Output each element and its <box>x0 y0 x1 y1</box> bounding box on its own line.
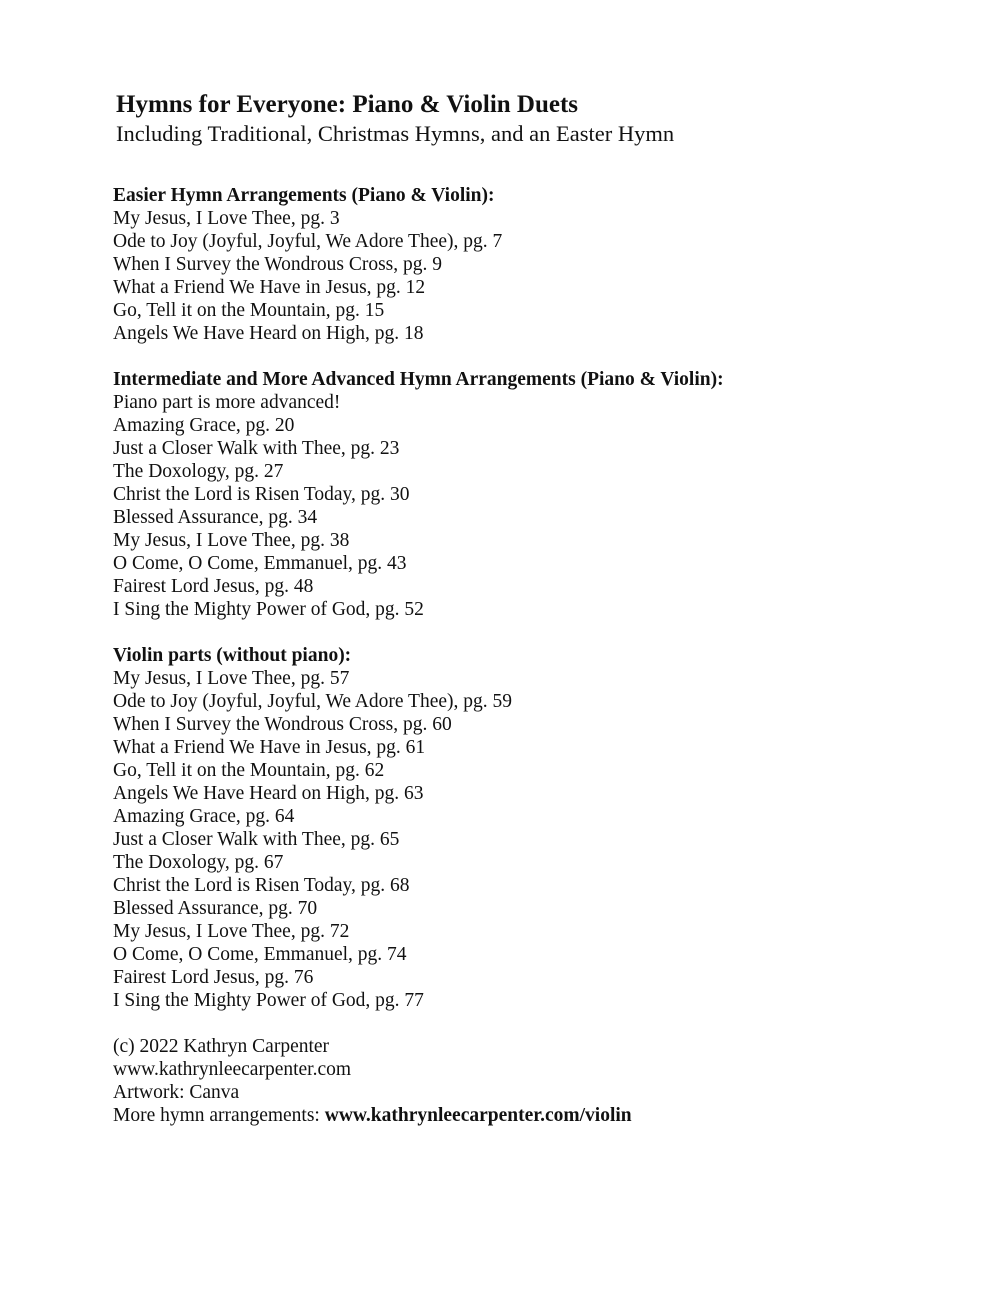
list-item: Ode to Joy (Joyful, Joyful, We Adore Thee), pg. 59 <box>113 691 513 712</box>
list-item: Blessed Assurance, pg. 70 <box>113 898 318 919</box>
list-item: Fairest Lord Jesus, pg. 48 <box>113 576 314 597</box>
list-item: When I Survey the Wondrous Cross, pg. 9 <box>113 254 442 275</box>
website-link[interactable]: www.kathrynleecarpenter.com <box>113 1059 352 1080</box>
list-item: Amazing Grace, pg. 64 <box>113 806 295 827</box>
list-item: I Sing the Mighty Power of God, pg. 52 <box>113 599 424 620</box>
list-item: Angels We Have Heard on High, pg. 63 <box>113 783 424 804</box>
list-item: What a Friend We Have in Jesus, pg. 12 <box>113 277 426 298</box>
list-item: Piano part is more advanced! <box>113 392 341 413</box>
list-item: The Doxology, pg. 67 <box>113 852 284 873</box>
list-item: Go, Tell it on the Mountain, pg. 15 <box>113 300 385 321</box>
list-item: My Jesus, I Love Thee, pg. 3 <box>113 208 340 229</box>
section-heading: Easier Hymn Arrangements (Piano & Violin): <box>113 185 495 206</box>
list-item: O Come, O Come, Emmanuel, pg. 43 <box>113 553 407 574</box>
list-item: What a Friend We Have in Jesus, pg. 61 <box>113 737 426 758</box>
document-title: Hymns for Everyone: Piano & Violin Duets <box>116 91 579 118</box>
footer <box>113 1035 632 1127</box>
more-label: More hymn arrangements: <box>113 1105 325 1126</box>
list-item: Fairest Lord Jesus, pg. 76 <box>113 967 314 988</box>
section-heading: Intermediate and More Advanced Hymn Arrangements (Piano & Violin): <box>113 369 724 390</box>
list-item: Christ the Lord is Risen Today, pg. 68 <box>113 875 410 896</box>
list-item: The Doxology, pg. 27 <box>113 461 284 482</box>
section-intermediate <box>113 368 724 621</box>
list-item: Angels We Have Heard on High, pg. 18 <box>113 323 424 344</box>
list-item: My Jesus, I Love Thee, pg. 38 <box>113 530 350 551</box>
section-heading: Violin parts (without piano): <box>113 645 352 666</box>
list-item: Just a Closer Walk with Thee, pg. 65 <box>113 829 400 850</box>
copyright: (c) 2022 Kathryn Carpenter <box>113 1036 330 1057</box>
list-item: I Sing the Mighty Power of God, pg. 77 <box>113 990 424 1011</box>
list-item: When I Survey the Wondrous Cross, pg. 60 <box>113 714 452 735</box>
list-item: Go, Tell it on the Mountain, pg. 62 <box>113 760 385 781</box>
list-item: Amazing Grace, pg. 20 <box>113 415 295 436</box>
list-item: O Come, O Come, Emmanuel, pg. 74 <box>113 944 407 965</box>
artwork-credit: Artwork: Canva <box>113 1082 240 1103</box>
list-item: Ode to Joy (Joyful, Joyful, We Adore Thee), pg. 7 <box>113 231 503 252</box>
list-item: Christ the Lord is Risen Today, pg. 30 <box>113 484 410 505</box>
list-item: Blessed Assurance, pg. 34 <box>113 507 318 528</box>
more-link[interactable]: www.kathrynleecarpenter.com/violin <box>324 1105 632 1126</box>
section-easier <box>113 184 502 345</box>
list-item: My Jesus, I Love Thee, pg. 57 <box>113 668 350 689</box>
list-item: Just a Closer Walk with Thee, pg. 23 <box>113 438 400 459</box>
section-violin-parts <box>113 644 512 1012</box>
more-arrangements <box>113 1104 632 1127</box>
document-subtitle: Including Traditional, Christmas Hymns, and an Easter Hymn <box>116 121 675 146</box>
list-item: My Jesus, I Love Thee, pg. 72 <box>113 921 350 942</box>
